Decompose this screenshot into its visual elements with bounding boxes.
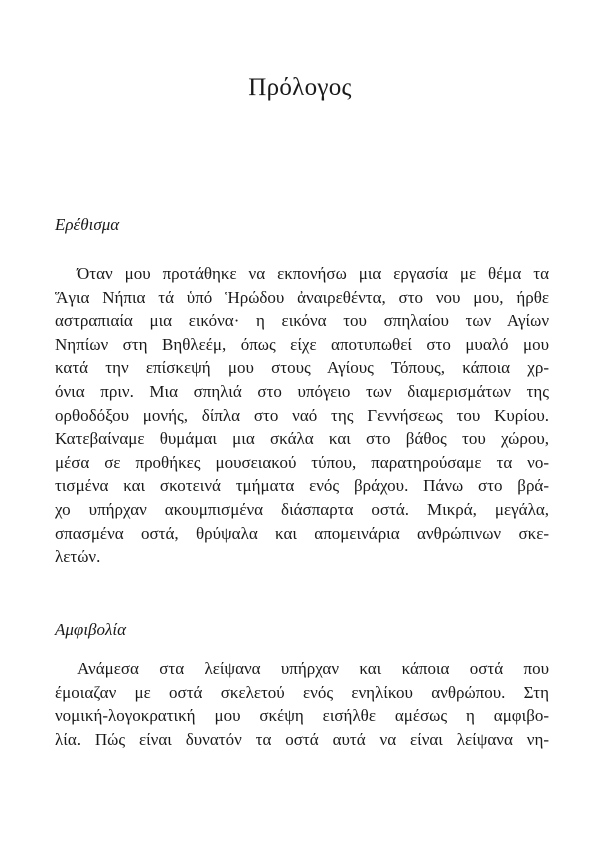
text-line: έμοιαζαν με οστά σκελετού ενός ενηλίκου ανθρώπου. Στη [55, 682, 549, 702]
section-body-erethisma [55, 262, 549, 569]
text-line: κατά την επίσκεψή μου στους Αγίους Τόπους, κάποια χρ- [55, 358, 549, 378]
text-line: τισμένα και σκοτεινά τμήματα ενός βράχου. Πάνω στο βρά- [55, 476, 549, 496]
text-line: ορθοδόξου μονής, δίπλα στο ναό της Γεννήσεως του Κυρίου. [55, 405, 549, 425]
text-line: Κατεβαίναμε θυμάμαι μια σκάλα και στο βάθος του χώρου, [55, 429, 549, 449]
text-line: Ἅγια Νήπια τά ὑπό Ἡρώδου ἀναιρεθέντα, στο νου μου, ήρθε [55, 287, 549, 307]
section-heading-amfivolia: Αμφιβολία [55, 620, 127, 639]
text-line: λία. Πώς είναι δυνατόν τα οστά αυτά να είναι λείψανα νη- [55, 729, 549, 749]
section-heading-erethisma: Ερέθισμα [55, 215, 120, 234]
text-line: Όταν μου προτάθηκε να εκπονήσω μια εργασία με θέμα τα [77, 264, 549, 283]
text-line: λετών. [55, 547, 101, 567]
text-line: χο υπήρχαν ακουμπισμένα διάσπαρτα οστά. Μικρά, μεγάλα, [55, 499, 549, 519]
text-line: σπασμένα οστά, θρύψαλα και απομεινάρια ανθρώπινων σκε- [55, 523, 549, 543]
text-line: μέσα σε προθήκες μουσειακού τύπου, παρατηρούσαμε τα νο- [55, 452, 549, 472]
chapter-title: Πρόλογος [248, 74, 352, 101]
text-line: Ανάμεσα στα λείψανα υπήρχαν και κάποια οστά που [77, 659, 549, 678]
text-line: αστραπιαία μια εικόνα· η εικόνα του σπηλαίου των Αγίων [55, 311, 549, 331]
text-line: όνια πριν. Μια σπηλιά στο υπόγειο των διαμερισμάτων της [55, 381, 549, 401]
text-line: νομική-λογοκρατική μου σκέψη εισήλθε αμέσως η αμφιβο- [55, 706, 549, 726]
section-body-amfivolia [55, 657, 549, 751]
text-line: Νηπίων στη Βηθλεέμ, όπως είχε αποτυπωθεί στο μυαλό μου [55, 334, 549, 354]
